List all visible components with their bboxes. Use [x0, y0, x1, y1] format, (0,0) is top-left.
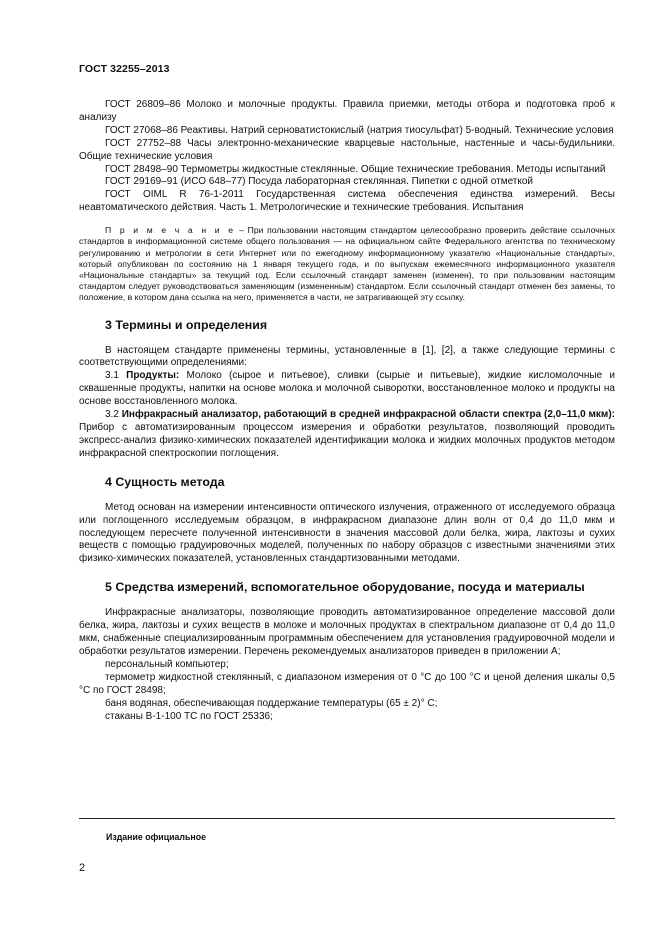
page-number: 2 — [79, 862, 86, 874]
section-3-heading: 3 Термины и определения — [105, 317, 268, 332]
term-number: 3.1 — [105, 370, 127, 382]
term-name: Продукты: — [126, 370, 180, 382]
section-3-intro: В настоящем стандарте применены термины, установленные в [1], [2], а также следующие термины с соответствующими определениями: — [79, 344, 615, 369]
equipment-item: термометр жидкостной стеклянный, с диапазоном измерения от 0 °С до 100 °С и ценой деления шкалы 0,5 °С по ГОСТ 28498; — [79, 671, 615, 696]
equipment-item: персональный компьютер; — [105, 658, 229, 670]
term-definition: Молоко (сырое и питьевое), сливки (сырые и питьевые), жидкие кисломолочные и сквашенные продукты, напитки на основе молока и молочной сыворотки, восстановленное молоко и продукты на основе восстановленного молока. — [79, 370, 615, 408]
section-4-heading: 4 Сущность метода — [105, 474, 225, 489]
term-number: 3.2 — [105, 409, 122, 421]
reference-item: ГОСТ 29169–91 (ИСО 648–77) Посуда лабораторная стеклянная. Пипетки с одной отметкой — [105, 176, 534, 188]
note-label: П р и м е ч а н и е — [105, 225, 236, 236]
reference-item: ГОСТ OIML R 76-1-2011 Государственная система обеспечения единства измерений. Весы неавтоматического действия. Часть 1. Метрологические и технические требования. Испытания — [79, 189, 615, 214]
reference-item: ГОСТ 27068–86 Реактивы. Натрий серноватистокислый (натрия тиосульфат) 5-водный. Технические условия — [105, 124, 614, 136]
footer-divider — [79, 818, 615, 819]
official-edition-label: Издание официальное — [106, 832, 206, 842]
section-4-text: Метод основан на измерении интенсивности оптического излучения, отраженного от исследуемого образца или поглощенного исследуемым образцом, в инфракрасном диапазоне длин волн от 0,4 до 11,0 мкм и последующем пересчете полученной интенсивности в значения массовой доли белка, жира, лактозы и сухих веществ с помощью градуировочных моделей, полученных по набору образцов с известными значениями этих физико-химических показателей, установленных стандартизованными методами. — [79, 501, 615, 565]
equipment-item: стаканы В-1-100 ТС по ГОСТ 25336; — [105, 710, 273, 722]
term-3-1 — [79, 370, 615, 409]
page-content — [79, 99, 615, 723]
note-paragraph — [79, 225, 615, 303]
reference-item: ГОСТ 26809–86 Молоко и молочные продукты. Правила приемки, методы отбора и подготовка проб к анализу — [79, 99, 615, 123]
term-3-2 — [79, 409, 615, 461]
reference-item: ГОСТ 27752–88 Часы электронно-механические кварцевые настольные, настенные и часы-будильники. Общие технические условия — [79, 137, 615, 162]
note-text: – При пользовании настоящим стандартом целесообразно проверить действие ссылочных стандартов в информационной системе общего пользования — на официальном сайте Федерального агентства по техническому регулированию и метрологии в сети Интернет или по ежегодному информационному указателю «Национальные стандарты», который опубликован по состоянию на 1 января текущего года, и по выпускам ежемесячного информационного указателя «Национальные стандарты» за текущий год. Если ссылочный стандарт заменен (изменен), то при пользовании настоящим стандартом следует руководствоваться заменяющим (измененным) стандартом. Если ссылочный стандарт отменен без замены, то положение, в котором дана ссылка на него, применяется в части, не затрагивающей эту ссылку. — [79, 225, 616, 303]
document-code-header: ГОСТ 32255–2013 — [79, 63, 170, 75]
term-name: Инфракрасный анализатор, работающий в средней инфракрасной области спектра (2,0–11,0 мкм): — [121, 409, 615, 421]
section-5-paragraph: Инфракрасные анализаторы, позволяющие проводить автоматизированное определение массовой доли белка, жира, лактозы и сухих веществ в молоке и молочных продуктах в спектральном диапазоне от 0,4 до 11,0 мкм, снабженные специализированным программным обеспечением для установления градуировочной модели и обработки результатов измерении. Перечень рекомендуемых анализаторов приведен в приложении А; — [79, 607, 615, 657]
term-definition: Прибор с автоматизированным процессом измерения и обработки результатов, позволяющий проводить экспресс-анализ физико-химических показателей идентификации молока и жидких молочных продуктов методом инфракрасной спектроскопии поглощения. — [79, 422, 615, 459]
reference-item: ГОСТ 28498–90 Термометры жидкостные стеклянные. Общие технические требования. Методы испытаний — [105, 163, 606, 175]
section-5-heading: 5 Средства измерений, вспомогательное оборудование, посуда и материалы — [105, 580, 585, 595]
equipment-item: баня водяная, обеспечивающая поддержание температуры (65 ± 2)° С; — [105, 697, 438, 709]
